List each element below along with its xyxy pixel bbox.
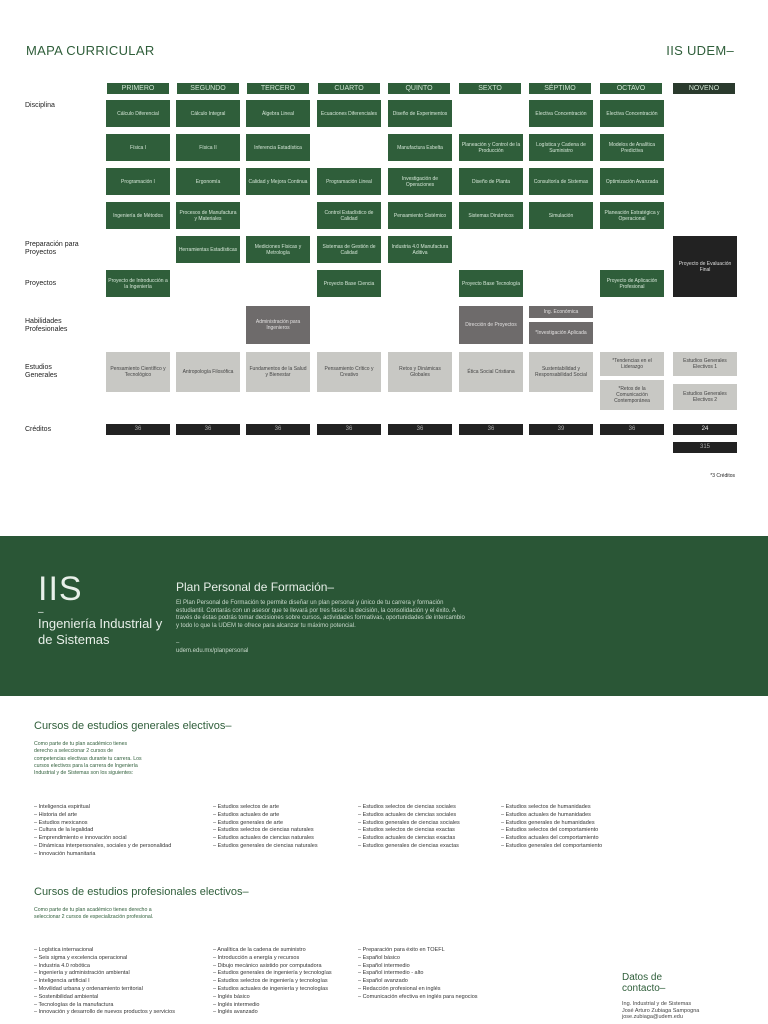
elective-course-item: – Comunicación efectiva en inglés para negocios: [358, 993, 478, 1000]
general-electives-list: [213, 804, 353, 851]
elective-course-item: – Estudios selectos de ingeniería y tecnologías: [213, 978, 328, 985]
elective-course-item: – Innovación humanitaria: [34, 850, 96, 857]
elective-course-item: – Estudios generales de ciencias naturales: [213, 842, 318, 849]
course-cell: Diseño de Planta: [459, 168, 523, 195]
elective-course-item: – Dinámicas interpersonales, sociales y de personalidad: [34, 842, 172, 849]
credits-value: 39: [529, 424, 593, 435]
elective-course-item: – Estudios selectos de humanidades: [501, 804, 591, 810]
elective-course-item: – Español intermedio: [358, 962, 410, 969]
course-cell: *Retos de la Comunicación Contemporánea: [600, 380, 664, 410]
contact-line: Ing. Industrial y de Sistemas: [622, 1001, 692, 1007]
course-cell: Consultoría de Sistemas: [529, 168, 593, 195]
program-logo: IIS: [38, 570, 83, 608]
elective-course-item: – Logística internacional: [34, 947, 94, 953]
credits-value: 36: [600, 424, 664, 435]
elective-course-item: – Redacción profesional en inglés: [358, 985, 441, 992]
elective-course-item: – Español avanzado: [358, 978, 408, 985]
elective-course-item: – Inglés avanzado: [213, 1009, 258, 1016]
course-cell: Calidad y Mejora Continua: [246, 168, 310, 195]
elective-course-item: – Estudios generales de ciencias exactas: [358, 842, 459, 849]
course-cell: Sistemas de Gestión de Calidad: [317, 236, 381, 263]
course-cell: Física I: [106, 134, 170, 161]
program-name: Ingeniería Industrial y de Sistemas: [38, 616, 163, 647]
elective-course-item: – Estudios actuales de arte: [213, 811, 280, 818]
semester-header: SEGUNDO: [177, 83, 239, 94]
course-cell: Electiva Concentración: [529, 100, 593, 127]
elective-course-item: – Sostenibilidad ambiental: [34, 993, 99, 1000]
row-label-proyectos: Proyectos: [25, 280, 57, 287]
course-cell: Estudios Generales Electivos 2: [673, 384, 737, 410]
course-cell: Planeación Estratégica y Operacional: [600, 202, 664, 229]
elective-course-item: – Estudios actuales del comportamiento: [501, 835, 599, 842]
course-cell: Ética Social Cristiana: [459, 352, 523, 392]
elective-course-item: – Estudios selectos del comportamiento: [501, 827, 599, 834]
plan-title: Plan Personal de Formación–: [176, 580, 335, 594]
course-cell: Procesos de Manufactura y Materiales: [176, 202, 240, 229]
row-label-creditos: Créditos: [25, 426, 52, 433]
course-cell: Física II: [176, 134, 240, 161]
semester-header: SEXTO: [459, 83, 521, 94]
course-cell: Sustentabilidad y Responsabilidad Social: [529, 352, 593, 392]
elective-course-item: – Innovación y desarrollo de nuevos productos y servicios: [34, 1009, 175, 1016]
contact-line: José Arturo Zubiaga Sampogna: [622, 1007, 700, 1014]
plan-link[interactable]: udem.edu.mx/planpersonal: [176, 648, 249, 654]
course-cell: *Tendencias en el Liderazgo: [600, 352, 664, 376]
plan-description: El Plan Personal de Formación te permite diseñar un plan personal y único de tu carrera y formación estudiantil. Contarás con un asesor que te llevará por tres fases: la decisión, la consolidación y el éxito. A través de éstas podrás tomar decisiones sobre cursos, actividades formativas, oportunidades de intercambio y todo lo que la UDEM te ofrece para alcanzar tu máximo potencial.: [176, 600, 465, 629]
semester-header: OCTAVO: [600, 83, 662, 94]
semester-header: QUINTO: [388, 83, 450, 94]
course-cell: Estudios Generales Electivos 1: [673, 352, 737, 376]
elective-course-item: – Inteligencia artificial I: [34, 978, 90, 985]
course-cell: Optimización Avanzada: [600, 168, 664, 195]
course-cell: Álgebra Lineal: [246, 100, 310, 127]
course-cell: Mediciones Físicas y Metrología: [246, 236, 310, 263]
professional-electives-list: [34, 947, 209, 1017]
course-cell: Ergonomía: [176, 168, 240, 195]
credits-value: 36: [388, 424, 452, 435]
course-cell: Programación Lineal: [317, 168, 381, 195]
elective-course-item: – Preparación para éxito en TOEFL: [358, 947, 445, 953]
elective-course-item: – Español intermedio - alto: [358, 970, 424, 977]
contact-email[interactable]: jose.zubiaga@udem.edu: [622, 1014, 683, 1021]
general-electives-intro: Como parte de tu plan académico tienes derecho a seleccionar 2 cursos de competencias electivas durante tu carrera. Los cursos electivos para la carrera de Ingeniería Industrial y de Sistemas son los siguientes:: [34, 741, 142, 777]
credits-value: 36: [459, 424, 523, 435]
professional-electives-list: [213, 947, 353, 1017]
course-cell: Administración para Ingenieros: [246, 306, 310, 344]
elective-course-item: – Estudios actuales de ciencias naturales: [213, 835, 314, 842]
course-cell: Ecuaciones Diferenciales: [317, 100, 381, 127]
course-cell: Proyecto de Evaluación Final: [673, 236, 737, 297]
logo-dash: –: [38, 607, 44, 618]
credits-value: 36: [106, 424, 170, 435]
course-cell: Programación I: [106, 168, 170, 195]
semester-header: NOVENO: [673, 83, 735, 94]
course-cell: Simulación: [529, 202, 593, 229]
course-cell: Proyecto Base Ciencia: [317, 270, 381, 297]
elective-course-item: – Estudios generales de ciencias sociales: [358, 819, 460, 826]
course-cell: Control Estadístico de Calidad: [317, 202, 381, 229]
elective-course-item: – Estudios selectos de ciencias sociales: [358, 804, 456, 810]
semester-header: PRIMERO: [107, 83, 169, 94]
professional-electives-title: Cursos de estudios profesionales electivos–: [34, 886, 249, 898]
contact-info: [622, 1001, 699, 1021]
course-cell: Ing. Económica: [529, 306, 593, 318]
course-cell: Cálculo Diferencial: [106, 100, 170, 127]
elective-course-item: – Estudios selectos de ciencias exactas: [358, 827, 455, 834]
elective-course-item: – Movilidad urbana y ordenamiento territorial: [34, 985, 143, 992]
course-cell: Pensamiento Científico y Tecnológico: [106, 352, 170, 392]
row-label-habilidades: Habilidades Profesionales: [25, 318, 68, 333]
elective-course-item: – Estudios generales de humanidades: [501, 819, 595, 826]
elective-course-item: – Estudios actuales de ciencias sociales: [358, 811, 457, 818]
elective-course-item: – Estudios actuales de ingeniería y tecnologías: [213, 985, 328, 992]
semester-header: CUARTO: [318, 83, 380, 94]
general-electives-list: [358, 804, 498, 851]
elective-course-item: – Estudios actuales de ciencias exactas: [358, 835, 456, 842]
course-cell: Proyecto Base Tecnología: [459, 270, 523, 297]
elective-course-item: – Seis sigma y excelencia operacional: [34, 954, 128, 961]
elective-course-item: – Estudios actuales de humanidades: [501, 811, 591, 818]
course-cell: Pensamiento Sistémico: [388, 202, 452, 229]
credits-value: 36: [246, 424, 310, 435]
elective-course-item: – Estudios selectos de arte: [213, 804, 280, 810]
course-cell: Planeación y Control de la Producción: [459, 134, 523, 161]
elective-course-item: – Ingeniería y administración ambiental: [34, 970, 130, 977]
credits-value: 36: [317, 424, 381, 435]
elective-course-item: – Estudios selectos de ciencias naturales: [213, 827, 314, 834]
program-band: [0, 536, 768, 696]
elective-course-item: – Industria 4.0 robótica: [34, 962, 90, 969]
course-cell: Industria 4.0 Manufactura Aditiva: [388, 236, 452, 263]
elective-course-item: – Inglés básico: [213, 993, 250, 1000]
elective-course-item: – Introducción a energía y recursos: [213, 954, 300, 961]
course-cell: Logística y Cadena de Suministro: [529, 134, 593, 161]
elective-course-item: – Estudios generales del comportamiento: [501, 842, 603, 849]
credits-value: 36: [176, 424, 240, 435]
elective-course-item: – Tecnologías de la manufactura: [34, 1001, 114, 1008]
course-cell: Diseño de Experimentos: [388, 100, 452, 127]
course-cell: Fundamentos de la Salud y Bienestar: [246, 352, 310, 392]
elective-course-item: – Cultura de la legalidad: [34, 827, 94, 834]
course-cell: *Investigación Aplicada: [529, 322, 593, 344]
general-electives-list: [34, 804, 209, 859]
course-cell: Retos y Dinámicas Globales: [388, 352, 452, 392]
elective-course-item: – Inglés intermedio: [213, 1001, 260, 1008]
course-cell: Ingeniería de Métodos: [106, 202, 170, 229]
professional-electives-list: [358, 947, 508, 1002]
professional-electives-intro: Como parte de tu plan académico tienes derecho a seleccionar 2 cursos de especialización profesional.: [34, 907, 154, 921]
contact-title: Datos de contacto–: [622, 972, 666, 994]
semester-header: TERCERO: [247, 83, 309, 94]
elective-course-item: – Historia del arte: [34, 811, 78, 818]
course-cell: Manufactura Esbelta: [388, 134, 452, 161]
credits-note: *3 Créditos: [710, 473, 735, 479]
course-cell: Proyecto de Aplicación Profesional: [600, 270, 664, 297]
elective-course-item: – Analítica de la cadena de suministro: [213, 947, 306, 953]
general-electives-title: Cursos de estudios generales electivos–: [34, 720, 232, 732]
general-electives-list: [501, 804, 641, 851]
course-cell: Pensamiento Crítico y Creativo: [317, 352, 381, 392]
course-cell: Cálculo Integral: [176, 100, 240, 127]
course-cell: Electiva Concentración: [600, 100, 664, 127]
course-cell: Inferencia Estadística: [246, 134, 310, 161]
elective-course-item: – Estudios generales de ingeniería y tecnologías: [213, 970, 332, 977]
course-cell: Herramientas Estadísticas: [176, 236, 240, 263]
elective-course-item: – Estudios generales de arte: [213, 819, 284, 826]
row-label-estudios: Estudios Generales: [25, 364, 58, 379]
brand-label: IIS UDEM–: [666, 43, 734, 58]
plan-dash: –: [176, 640, 180, 646]
page-title: MAPA CURRICULAR: [26, 43, 155, 58]
course-cell: Proyecto de Introducción a la Ingeniería: [106, 270, 170, 297]
semester-header: SÉPTIMO: [529, 83, 591, 94]
elective-course-item: – Español básico: [358, 954, 400, 961]
credits-value: 24: [673, 424, 737, 435]
elective-course-item: – Dibujo mecánico asistido por computadora: [213, 962, 322, 969]
course-cell: Modelos de Analítica Predictiva: [600, 134, 664, 161]
course-cell: Antropología Filosófica: [176, 352, 240, 392]
row-label-preparacion: Preparación para Proyectos: [25, 241, 79, 256]
row-label-disciplina: Disciplina: [25, 102, 55, 109]
elective-course-item: – Estudios mexicanos: [34, 819, 88, 826]
elective-course-item: – Inteligencia espiritual: [34, 804, 90, 810]
elective-course-item: – Emprendimiento e innovación social: [34, 835, 127, 842]
credits-total: 315: [673, 442, 737, 453]
course-cell: Dirección de Proyectos: [459, 306, 523, 344]
course-cell: Sistemas Dinámicos: [459, 202, 523, 229]
course-cell: Investigación de Operaciones: [388, 168, 452, 195]
